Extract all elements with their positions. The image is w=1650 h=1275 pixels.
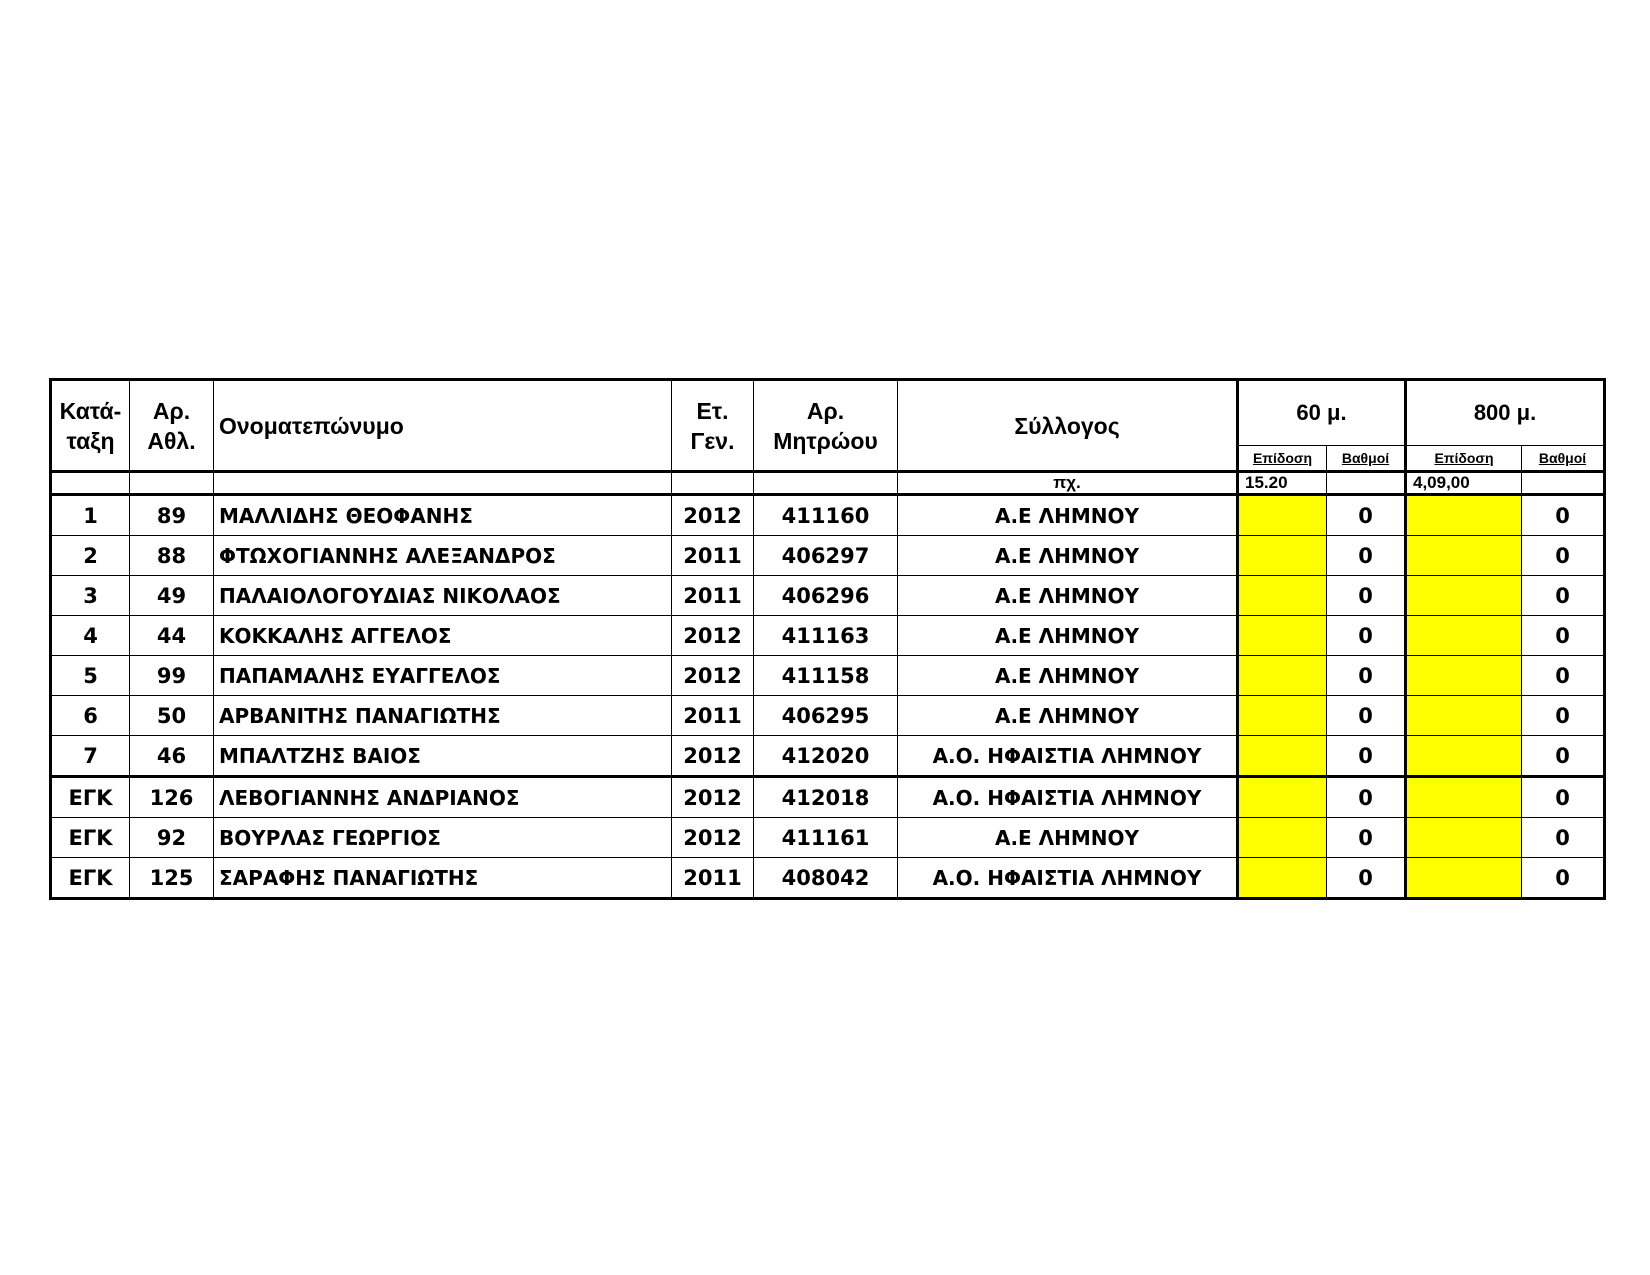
bib-cell: 49 — [130, 576, 214, 616]
event1-performance-cell[interactable] — [1238, 736, 1327, 777]
club-cell: Α.Ε ΛΗΜΝΟΥ — [898, 536, 1238, 576]
event1-perf-label: Επίδοση — [1238, 446, 1327, 472]
club-cell: Α.Ο. ΗΦΑΙΣΤΙΑ ΛΗΜΝΟΥ — [898, 858, 1238, 899]
ref-cell-empty — [1522, 472, 1605, 495]
event2-performance-cell[interactable] — [1406, 736, 1522, 777]
event2-points-cell: 0 — [1522, 696, 1605, 736]
athlete-name-cell: ΣΑΡΑΦΗΣ ΠΑΝΑΓΙΩΤΗΣ — [214, 858, 672, 899]
event1-points-cell: 0 — [1327, 576, 1406, 616]
athlete-name-cell: ΠΑΠΑΜΑΛΗΣ ΕΥΑΓΓΕΛΟΣ — [214, 656, 672, 696]
registration-cell: 411158 — [754, 656, 898, 696]
event2-performance-cell[interactable] — [1406, 656, 1522, 696]
event2-performance-cell[interactable] — [1406, 818, 1522, 858]
bib-header: Αρ. Αθλ. — [130, 380, 214, 472]
athlete-name-cell: ΚΟΚΚΑΛΗΣ ΑΓΓΕΛΟΣ — [214, 616, 672, 656]
registration-cell: 412020 — [754, 736, 898, 777]
ref-cell-empty — [130, 472, 214, 495]
bib-cell: 92 — [130, 818, 214, 858]
event1-performance-cell[interactable] — [1238, 576, 1327, 616]
event2-points-cell: 0 — [1522, 576, 1605, 616]
bib-cell: 89 — [130, 495, 214, 536]
table-row — [51, 736, 1605, 777]
registration-cell: 406295 — [754, 696, 898, 736]
event1-performance-cell[interactable] — [1238, 858, 1327, 899]
rank-cell: 3 — [51, 576, 130, 616]
registration-cell: 406297 — [754, 536, 898, 576]
event1-points-cell: 0 — [1327, 536, 1406, 576]
birth-year-cell: 2012 — [672, 495, 754, 536]
table-row — [51, 777, 1605, 818]
club-cell: Α.Ε ΛΗΜΝΟΥ — [898, 656, 1238, 696]
bib-cell: 46 — [130, 736, 214, 777]
club-cell: Α.Ε ΛΗΜΝΟΥ — [898, 616, 1238, 656]
registration-header: Αρ. Μητρώου — [754, 380, 898, 472]
birth-year-cell: 2012 — [672, 616, 754, 656]
bib-cell: 88 — [130, 536, 214, 576]
ref-example-label: πχ. — [898, 472, 1238, 495]
event2-points-cell: 0 — [1522, 536, 1605, 576]
year-header: Ετ. Γεν. — [672, 380, 754, 472]
rank-cell: 7 — [51, 736, 130, 777]
table-row — [51, 858, 1605, 899]
event2-performance-cell[interactable] — [1406, 576, 1522, 616]
event1-points-cell: 0 — [1327, 777, 1406, 818]
athlete-name-cell: ΛΕΒΟΓΙΑΝΝΗΣ ΑΝΔΡΙΑΝΟΣ — [214, 777, 672, 818]
registration-cell: 412018 — [754, 777, 898, 818]
reference-row — [51, 472, 1605, 495]
birth-year-cell: 2011 — [672, 858, 754, 899]
ref-cell-empty — [214, 472, 672, 495]
results-table — [49, 378, 1606, 900]
header-row — [51, 380, 1605, 446]
rank-cell: 4 — [51, 616, 130, 656]
event2-performance-cell[interactable] — [1406, 616, 1522, 656]
birth-year-cell: 2012 — [672, 777, 754, 818]
birth-year-cell: 2012 — [672, 656, 754, 696]
athlete-name-cell: ΠΑΛΑΙΟΛΟΓΟΥΔΙΑΣ ΝΙΚΟΛΑΟΣ — [214, 576, 672, 616]
registration-cell: 411160 — [754, 495, 898, 536]
rank-cell: 6 — [51, 696, 130, 736]
event2-points-cell: 0 — [1522, 858, 1605, 899]
event1-performance-cell[interactable] — [1238, 495, 1327, 536]
athlete-name-cell: ΜΑΛΛΙΔΗΣ ΘΕΟΦΑΝΗΣ — [214, 495, 672, 536]
registration-cell: 408042 — [754, 858, 898, 899]
bib-cell: 44 — [130, 616, 214, 656]
rank-cell: ΕΓΚ — [51, 777, 130, 818]
birth-year-cell: 2011 — [672, 696, 754, 736]
event2-points-cell: 0 — [1522, 777, 1605, 818]
ref-cell-empty — [1327, 472, 1406, 495]
event2-performance-cell[interactable] — [1406, 858, 1522, 899]
event1-performance-cell[interactable] — [1238, 777, 1327, 818]
rank-cell: 5 — [51, 656, 130, 696]
event2-points-label: Βαθμοί — [1522, 446, 1605, 472]
event1-performance-cell[interactable] — [1238, 818, 1327, 858]
rank-cell: ΕΓΚ — [51, 858, 130, 899]
registration-cell: 406296 — [754, 576, 898, 616]
ref-cell-empty — [672, 472, 754, 495]
ref-cell-empty — [51, 472, 130, 495]
bib-cell: 99 — [130, 656, 214, 696]
table-row — [51, 616, 1605, 656]
rank-header: Κατά- ταξη — [51, 380, 130, 472]
event1-points-cell: 0 — [1327, 696, 1406, 736]
rank-cell: 2 — [51, 536, 130, 576]
table-row — [51, 696, 1605, 736]
event1-points-cell: 0 — [1327, 818, 1406, 858]
club-cell: Α.Ε ΛΗΜΝΟΥ — [898, 818, 1238, 858]
table-row — [51, 536, 1605, 576]
rank-cell: ΕΓΚ — [51, 818, 130, 858]
event1-performance-cell[interactable] — [1238, 696, 1327, 736]
birth-year-cell: 2011 — [672, 536, 754, 576]
event2-points-cell: 0 — [1522, 656, 1605, 696]
ref-cell-empty — [754, 472, 898, 495]
table-row — [51, 818, 1605, 858]
event1-performance-cell[interactable] — [1238, 656, 1327, 696]
birth-year-cell: 2012 — [672, 736, 754, 777]
results-sheet — [49, 378, 1603, 900]
table-row — [51, 576, 1605, 616]
event1-points-cell: 0 — [1327, 495, 1406, 536]
club-cell: Α.Ε ΛΗΜΝΟΥ — [898, 576, 1238, 616]
event2-points-cell: 0 — [1522, 495, 1605, 536]
birth-year-cell: 2011 — [672, 576, 754, 616]
name-header: Ονοματεπώνυμο — [214, 380, 672, 472]
event1-points-cell: 0 — [1327, 736, 1406, 777]
registration-cell: 411163 — [754, 616, 898, 656]
athlete-name-cell: ΒΟΥΡΛΑΣ ΓΕΩΡΓΙΟΣ — [214, 818, 672, 858]
athlete-name-cell: ΜΠΑΛΤΖΗΣ ΒΑΙΟΣ — [214, 736, 672, 777]
event2-performance-cell[interactable] — [1406, 696, 1522, 736]
event1-points-cell: 0 — [1327, 656, 1406, 696]
ref-event2-example: 4,09,00 — [1406, 472, 1522, 495]
event2-performance-cell[interactable] — [1406, 495, 1522, 536]
club-header: Σύλλογος — [898, 380, 1238, 472]
bib-cell: 126 — [130, 777, 214, 818]
birth-year-cell: 2012 — [672, 818, 754, 858]
bib-cell: 50 — [130, 696, 214, 736]
table-row — [51, 656, 1605, 696]
event1-points-cell: 0 — [1327, 858, 1406, 899]
event-800m-header: 800 μ. — [1406, 380, 1605, 446]
club-cell: Α.Ο. ΗΦΑΙΣΤΙΑ ΛΗΜΝΟΥ — [898, 736, 1238, 777]
registration-cell: 411161 — [754, 818, 898, 858]
event1-performance-cell[interactable] — [1238, 616, 1327, 656]
club-cell: Α.Ε ΛΗΜΝΟΥ — [898, 495, 1238, 536]
table-row — [51, 495, 1605, 536]
event2-points-cell: 0 — [1522, 818, 1605, 858]
event1-performance-cell[interactable] — [1238, 536, 1327, 576]
event1-points-label: Βαθμοί — [1327, 446, 1406, 472]
athlete-name-cell: ΑΡΒΑΝΙΤΗΣ ΠΑΝΑΓΙΩΤΗΣ — [214, 696, 672, 736]
club-cell: Α.Ο. ΗΦΑΙΣΤΙΑ ΛΗΜΝΟΥ — [898, 777, 1238, 818]
event2-performance-cell[interactable] — [1406, 536, 1522, 576]
bib-cell: 125 — [130, 858, 214, 899]
athlete-name-cell: ΦΤΩΧΟΓΙΑΝΝΗΣ ΑΛΕΞΑΝΔΡΟΣ — [214, 536, 672, 576]
event2-performance-cell[interactable] — [1406, 777, 1522, 818]
event2-points-cell: 0 — [1522, 616, 1605, 656]
club-cell: Α.Ε ΛΗΜΝΟΥ — [898, 696, 1238, 736]
rank-cell: 1 — [51, 495, 130, 536]
ref-event1-example: 15.20 — [1238, 472, 1327, 495]
event-60m-header: 60 μ. — [1238, 380, 1406, 446]
event2-points-cell: 0 — [1522, 736, 1605, 777]
event2-perf-label: Επίδοση — [1406, 446, 1522, 472]
event1-points-cell: 0 — [1327, 616, 1406, 656]
